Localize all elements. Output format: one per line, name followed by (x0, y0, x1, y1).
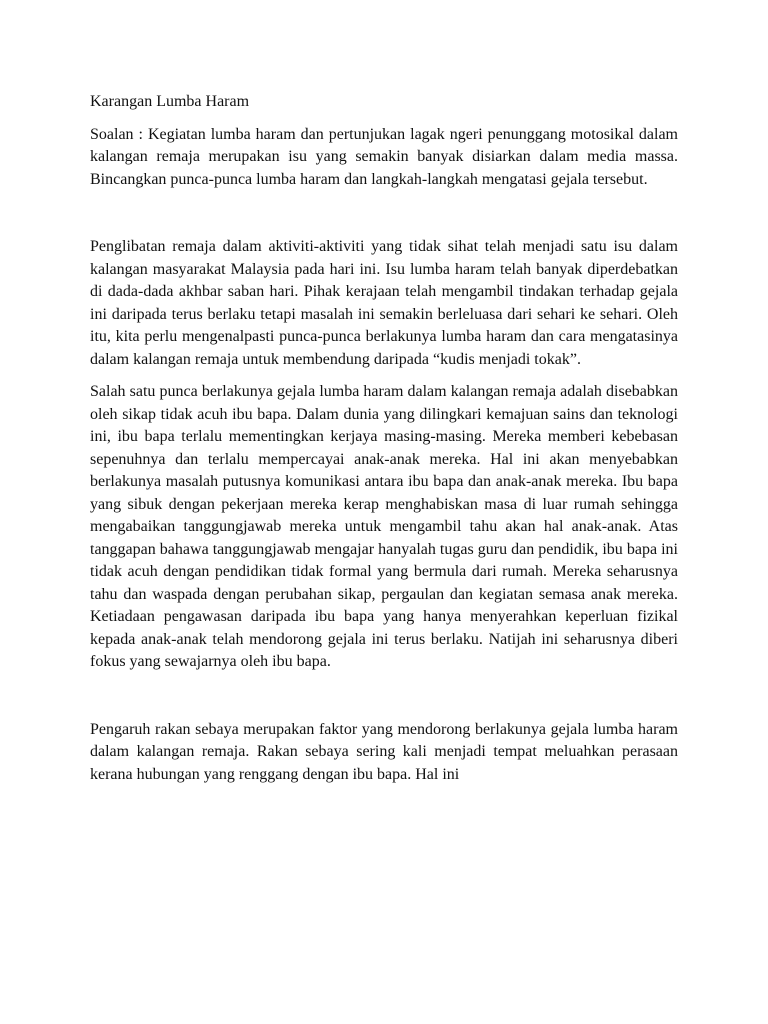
paragraph-peer-influence: Pengaruh rakan sebaya merupakan faktor yang mendorong berlakunya gejala lumba haram dalam kalangan remaja. Rakan sebaya sering kali menjadi tempat meluahkan perasaan kerana hubungan yang renggang dengan ibu bapa. Hal ini (90, 720, 678, 783)
document-body (90, 91, 678, 796)
essay-question: Soalan : Kegiatan lumba haram dan pertunjukan lagak ngeri penunggang motosikal dalam kalangan remaja merupakan isu yang semakin banyak disiarkan dalam media massa. Bincangkan punca-punca lumba haram dan langkah-langkah mengatasi gejala tersebut. (90, 125, 678, 188)
paragraph-introduction: Penglibatan remaja dalam aktiviti-aktiviti yang tidak sihat telah menjadi satu isu dalam kalangan masyarakat Malaysia pada hari ini. Isu lumba haram telah banyak diperdebatkan di dada-dada akhbar saban hari. Pihak kerajaan telah mengambil tindakan terhadap gejala ini daripada terus berlaku tetapi masalah ini semakin berleluasa dari sehari ke sehari. Oleh itu, kita perlu mengenalpasti punca-punca berlakunya lumba haram dan cara mengatasinya dalam kalangan remaja untuk membendung daripada “kudis menjadi tokak”. (90, 238, 678, 368)
paragraph-parental-neglect: Salah satu punca berlakunya gejala lumba haram dalam kalangan remaja adalah disebabkan oleh sikap tidak acuh ibu bapa. Dalam dunia yang dilingkari kemajuan sains dan teknologi ini, ibu bapa terlalu mementingkan kerjaya masing-masing. Mereka memberi kebebasan sepenuhnya dan terlalu mempercayai anak-anak mereka. Hal ini akan menyebabkan berlakunya masalah putusnya komunikasi antara ibu bapa dan anak-anak mereka. Ibu bapa yang sibuk dengan pekerjaan mereka kerap menghabiskan masa di luar rumah sehingga mengabaikan tanggungjawab mereka untuk mengambil tahu akan hal anak-anak. Atas tanggapan bahawa tanggungjawab mengajar hanyalah tugas guru dan pendidik, ibu bapa ini tidak acuh dengan pendidikan tidak formal yang bermula dari rumah. Mereka seharusnya tahu dan waspada dengan perubahan sikap, pergaulan dan kegiatan semasa anak mereka. Ketiadaan pengawasan daripada ibu bapa yang hanya menyerahkan keperluan fizikal kepada anak-anak telah mendorong gejala ini terus berlaku. Natijah ini seharusnya diberi fokus yang sewajarnya oleh ibu bapa. (90, 383, 678, 670)
document-title: Karangan Lumba Haram (90, 93, 250, 110)
